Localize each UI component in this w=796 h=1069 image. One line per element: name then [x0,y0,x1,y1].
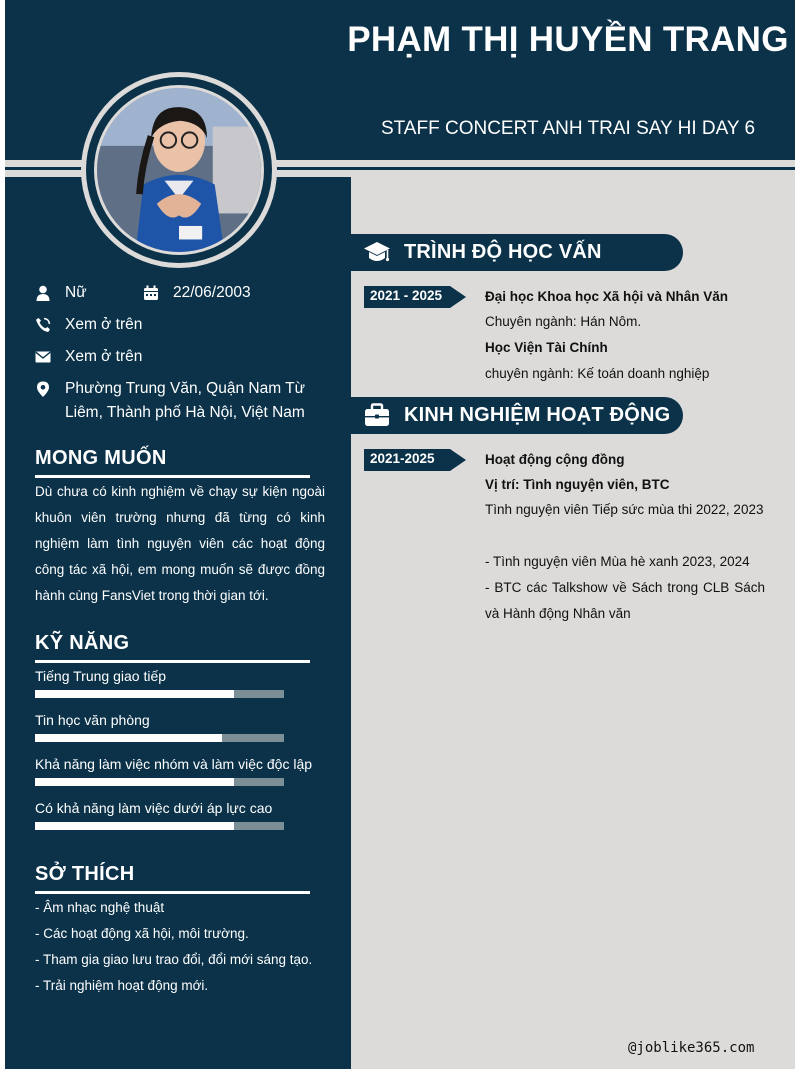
skill-label: Tiếng Trung giao tiếp [35,668,167,684]
birthday-row [143,281,303,305]
education-date-tag [364,286,466,308]
hobby-item: - Tham gia giao lưu trao đổi, đổi mới sáng tạo. [35,952,313,967]
skill-label: Có khả năng làm việc dưới áp lực cao [35,800,273,816]
calendar-icon [143,285,159,301]
skill-bar [35,734,284,742]
education-title: TRÌNH ĐỘ HỌC VẤN [404,241,602,263]
candidate-name: PHẠM THỊ HUYỀN TRANG [347,20,789,59]
education-heading [351,234,683,271]
hobbies-underline [35,891,310,894]
objective-text: Dù chưa có kinh nghiệm về chạy sự kiện ngoài khuôn viên trường nhưng đã từng có kinh nghiệm làm tình nguyện viên các hoạt động công tác xã hội, em mong muốn sẽ được đồng hành cùng FansViet trong thời gian tới. [35,484,325,603]
skill-label: Khả năng làm việc nhóm và làm việc độc lập [35,756,313,772]
experience-detail: Tình nguyện viên Tiếp sức mùa thi 2022, 2023 [485,502,764,517]
experience-heading [351,397,683,434]
education-date: 2021 - 2025 [370,288,443,303]
briefcase-icon [363,403,391,428]
education-school-1: Đại học Khoa học Xã hội và Nhân Văn [485,289,729,304]
education-major-2: chuyên ngành: Kế toán doanh nghiệp [485,366,710,381]
skill-level-fill [35,778,234,786]
email-value: Xem ở trên [65,348,143,365]
job-title: STAFF CONCERT ANH TRAI SAY HI DAY 6 [380,118,756,139]
avatar [94,85,264,255]
skill-bar [35,690,284,698]
objective-underline [35,475,310,478]
birthday-value: 22/06/2003 [173,284,251,301]
phone-icon [35,317,51,333]
experience-position: Vị trí: Tình nguyện viên, BTC [485,477,670,492]
envelope-icon [35,349,51,365]
phone-row [35,313,315,337]
education-school-2: Học Viện Tài Chính [485,340,608,355]
hobby-item: - Âm nhạc nghệ thuật [35,900,165,915]
hobby-item: - Trải nghiệm hoạt động mới. [35,978,209,993]
gender-row [35,281,155,305]
skill-level-fill [35,822,234,830]
user-icon [35,285,51,301]
skills-underline [35,660,310,663]
experience-activity: Hoạt động cộng đồng [485,452,625,467]
experience-date: 2021-2025 [370,451,435,466]
graduation-cap-icon [363,240,391,265]
cv-page [5,0,795,1069]
experience-title: KINH NGHIỆM HOẠT ĐỘNG [404,404,671,426]
objective-title: MONG MUỐN [35,447,167,469]
address-value: Phường Trung Văn, Quận Nam Từ Liêm, Thành phố Hà Nội, Việt Nam [65,380,306,421]
email-row [35,345,315,369]
skill-label: Tin học văn phòng [35,712,150,728]
watermark: @joblike365.com [628,1040,755,1056]
experience-date-tag [364,449,466,471]
skill-bar [35,822,284,830]
education-major-1: Chuyên ngành: Hán Nôm. [485,314,642,329]
skill-bar [35,778,284,786]
experience-detail: - Tình nguyện viên Mùa hè xanh 2023, 2024 [485,554,750,569]
skills-title: KỸ NĂNG [35,632,130,654]
avatar-frame [81,72,277,268]
skill-level-fill [35,734,222,742]
hobbies-title: SỞ THÍCH [35,863,135,885]
gender-value: Nữ [65,284,87,301]
hobby-item: - Các hoạt động xã hội, môi trường. [35,926,249,941]
experience-detail: - BTC các Talkshow về Sách trong CLB Sách và Hành động Nhân văn [485,580,765,621]
phone-value: Xem ở trên [65,316,143,333]
map-pin-icon [35,381,51,397]
address-row [35,377,325,427]
skill-level-fill [35,690,234,698]
